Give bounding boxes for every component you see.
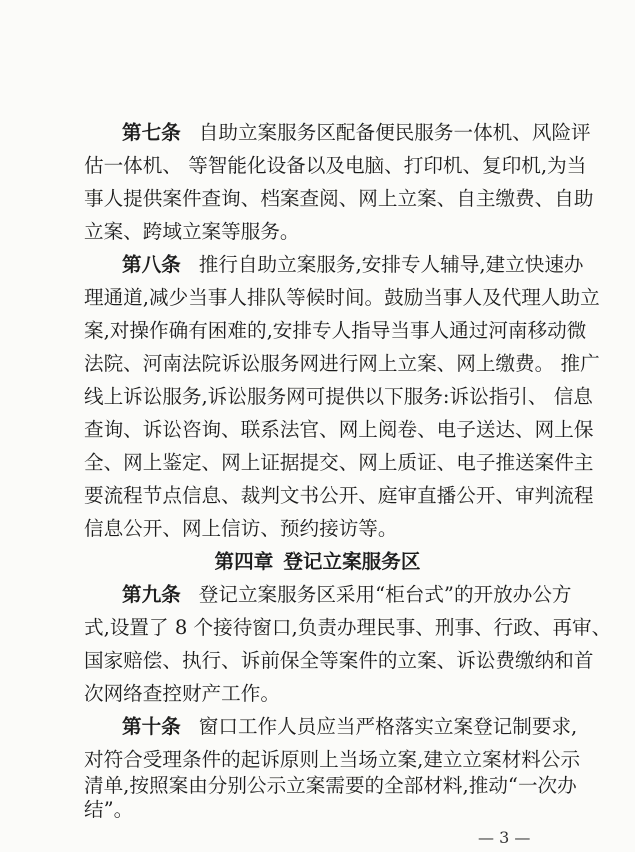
article-8-line-4: 法院、河南法院诉讼服务网进行网上立案、网上缴费。 推广 [84, 352, 600, 375]
article-8-line-1 [122, 251, 584, 279]
article-9-text-1: 登记立案服务区采用“柜台式”的开放办公方 [198, 583, 572, 606]
article-7-label: 第七条 [122, 121, 181, 144]
article-8-line-6: 查询、诉讼咨询、联系法官、网上阅卷、电子送达、网上保 [84, 418, 594, 441]
article-9-line-4: 次网络查控财产工作。 [84, 682, 280, 705]
article-8-text-1: 推行自助立案服务,安排专人辅导,建立快速办 [198, 253, 584, 276]
article-10-line-4: 结”。 [84, 798, 134, 821]
article-8-line-8: 要流程节点信息、裁判文书公开、庭审直播公开、审判流程 [84, 484, 594, 507]
article-8-line-9: 信息公开、网上信访、预约接访等。 [84, 517, 398, 540]
article-8-line-3: 案,对操作确有困难的,安排专人指导当事人通过河南移动微 [84, 319, 587, 342]
article-10-line-3: 清单,按照案由分别公示立案需要的全部材料,推动“一次办 [84, 774, 577, 797]
article-10-text-1: 窗口工作人员应当严格落实立案登记制要求, [198, 715, 578, 738]
article-9-label: 第九条 [122, 583, 181, 606]
article-9-line-3: 国家赔偿、执行、诉前保全等案件的立案、诉讼费缴纳和首 [84, 649, 594, 672]
article-10-line-2: 对符合受理条件的起诉原则上当场立案,建立立案材料公示 [84, 748, 581, 771]
article-8-line-2: 理通道,减少当事人排队等候时间。鼓励当事人及代理人助立 [84, 286, 600, 309]
article-7-line-1 [122, 119, 591, 147]
article-7-line-3: 事人提供案件查询、档案查阅、网上立案、自主缴费、自助 [84, 187, 594, 210]
page-number: — 3 — [478, 828, 531, 847]
article-7-line-4: 立案、跨域立案等服务。 [84, 220, 300, 243]
article-9-line-1 [122, 581, 572, 609]
article-10-line-1 [122, 713, 578, 741]
article-8-label: 第八条 [122, 253, 181, 276]
article-10-label: 第十条 [122, 715, 181, 738]
article-8-line-5: 线上诉讼服务,诉讼服务网可提供以下服务:诉讼指引、 信息 [84, 385, 593, 408]
chapter-heading [0, 548, 635, 576]
chapter-number: 第四章 [214, 550, 274, 573]
chapter-title: 登记立案服务区 [283, 550, 421, 573]
article-7-line-2: 估一体机、 等智能化设备以及电脑、打印机、复印机,为当 [84, 154, 587, 177]
article-7-text-1: 自助立案服务区配备便民服务一体机、风险评 [198, 121, 591, 144]
article-9-line-2: 式,设置了 8 个接待窗口,负责办理民事、刑事、行政、再审、 [84, 616, 612, 639]
article-8-line-7: 全、网上鉴定、网上证据提交、网上质证、电子推送案件主 [84, 451, 594, 474]
